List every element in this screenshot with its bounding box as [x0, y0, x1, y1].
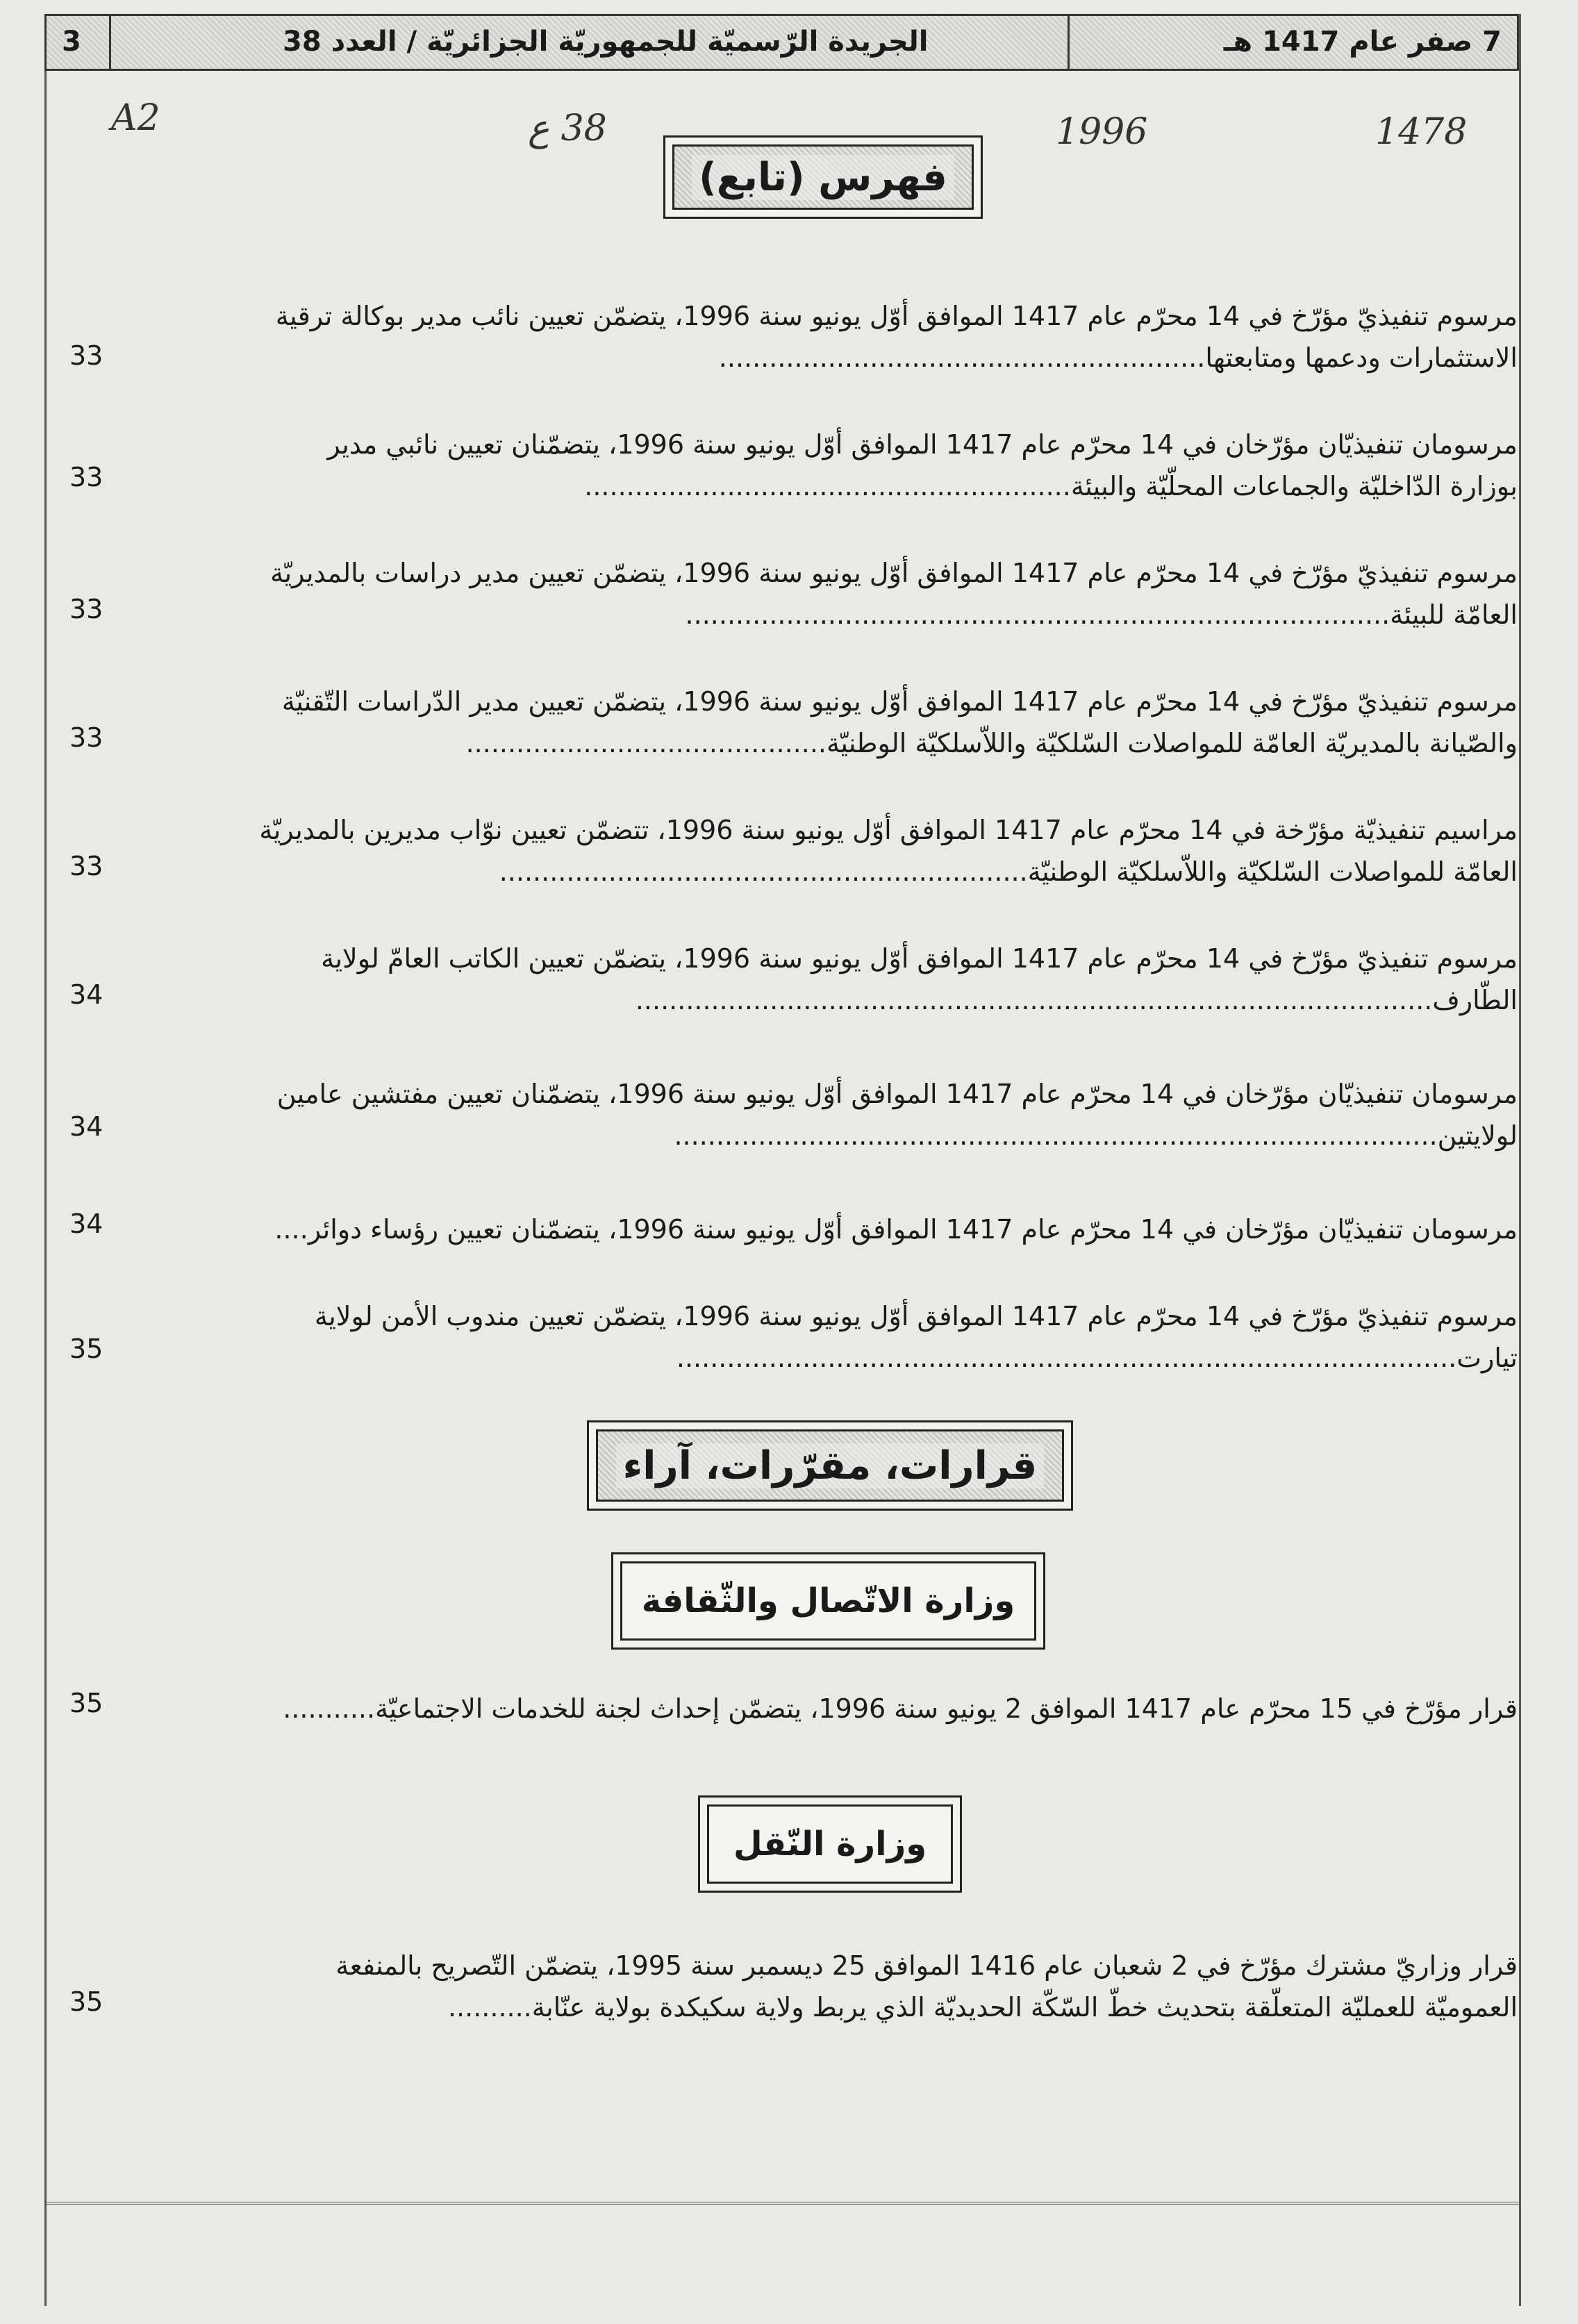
entry-text-line: مرسومان تنفيذيّان مؤرّخان في 14 محرّم عام 1417 الموافق أوّل يونيو سنة 1996، يتضمّنان تعيين رؤساء دوائر	[308, 1214, 1518, 1245]
index-entry[interactable]: قرار وزاريّ مشترك مؤرّخ في 2 شعبان عام 1416 الموافق 25 ديسمبر سنة 1995، يتضمّن التّصريح بالمنفعة العموميّة للعمليّة المتعلّقة بتحديث خطّ السّكّة الحديديّة الذي يربط ولاية سكيكدة بولاية عنّابة..........	[153, 1945, 1518, 2028]
entry-text-line: الطّارف	[1432, 985, 1518, 1015]
index-entry[interactable]: مراسيم تنفيذيّة مؤرّخة في 14 محرّم عام 1417 الموافق أوّل يونيو سنة 1996، تتضمّن تعيين نوّاب مديرين بالمديريّة العامّة للمواصلات السّلكيّة واللاّسلكيّة الوطنيّة...............................................................	[153, 809, 1518, 893]
ministry-transport-box	[698, 1795, 962, 1893]
ministry-communication-title: وزارة الاتّصال والثّقافة	[641, 1582, 1015, 1620]
ministry-communication-box	[611, 1552, 1045, 1650]
handwritten-note-a2: A2	[111, 97, 160, 139]
index-entry[interactable]: مرسومان تنفيذيّان مؤرّخان في 14 محرّم عام 1417 الموافق أوّل يونيو سنة 1996، يتضمّنان تعيين مفتشين عامين لولايتين...........................................................................................	[153, 1073, 1518, 1156]
entry-text-line: مرسوم تنفيذيّ مؤرّخ في 14 محرّم عام 1417 الموافق أوّل يونيو سنة 1996، يتضمّن تعيين نائب مدير بوكالة ترقية	[275, 301, 1518, 331]
entry-text-line: الاستثمارات ودعمها ومتابعتها	[1205, 342, 1518, 373]
header-page-number: 3	[62, 26, 81, 58]
entry-page-number: 34	[69, 979, 103, 1010]
index-entry[interactable]: مرسوم تنفيذيّ مؤرّخ في 14 محرّم عام 1417 الموافق أوّل يونيو سنة 1996، يتضمّن تعيين مدير الدّراسات التّقنيّة والصّيانة بالمديريّة العامّة للمواصلات السّلكيّة واللاّسلكيّة الوطنيّة...........................................	[153, 681, 1518, 764]
entry-page-number: 35	[69, 1334, 103, 1364]
header-title: الجريدة الرّسميّة للجمهوريّة الجزائريّة / العدد 38	[283, 26, 929, 58]
index-title-box	[663, 135, 983, 219]
index-title: فهرس (تابع)	[692, 155, 954, 200]
index-entry[interactable]: مرسوم تنفيذيّ مؤرّخ في 14 محرّم عام 1417 الموافق أوّل يونيو سنة 1996، يتضمّن تعيين مدير دراسات بالمديريّة العامّة للبيئة....................................................................................	[153, 552, 1518, 636]
index-entry[interactable]: مرسومان تنفيذيّان مؤرّخان في 14 محرّم عام 1417 الموافق أوّل يونيو سنة 1996، يتضمّنان تعيين نائبي مدير بوزارة الدّاخليّة والجماعات المحلّيّة والبيئة..........................................................	[153, 424, 1518, 507]
entry-text-line: تيارت	[1456, 1343, 1518, 1373]
handwritten-note-number: 1478	[1375, 111, 1468, 153]
entry-page-number: 35	[69, 1986, 103, 2017]
entry-text-line: والصّيانة بالمديريّة العامّة للمواصلات السّلكيّة واللاّسلكيّة الوطنيّة	[826, 728, 1518, 758]
index-entry[interactable]: قرار مؤرّخ في 15 محرّم عام 1417 الموافق 2 يونيو سنة 1996، يتضمّن إحداث لجنة للخدمات الاجتماعيّة...........	[283, 1693, 1518, 1724]
header-divider	[1068, 16, 1070, 69]
entry-page-number: 33	[69, 851, 103, 881]
entry-page-number: 33	[69, 340, 103, 371]
index-entry[interactable]: مرسوم تنفيذيّ مؤرّخ في 14 محرّم عام 1417 الموافق أوّل يونيو سنة 1996، يتضمّن تعيين نائب مدير بوكالة ترقية الاستثمارات ودعمها ومتابعتها..........................................................	[153, 295, 1518, 379]
ministry-transport-title: وزارة النّقل	[733, 1825, 927, 1864]
entry-text-line: العموميّة للعمليّة المتعلّقة بتحديث خطّ السّكّة الحديديّة الذي يربط ولاية سكيكدة بولاية عنّابة	[531, 1992, 1518, 2023]
entry-text-line: مرسومان تنفيذيّان مؤرّخان في 14 محرّم عام 1417 الموافق أوّل يونيو سنة 1996، يتضمّنان تعيين مفتشين عامين	[276, 1079, 1518, 1109]
handwritten-note-issue: 38 ع	[528, 108, 607, 149]
entry-text-line: مراسيم تنفيذيّة مؤرّخة في 14 محرّم عام 1417 الموافق أوّل يونيو سنة 1996، تتضمّن تعيين نوّاب مديرين بالمديريّة	[259, 815, 1518, 845]
entry-text-line: العامّة للبيئة	[1390, 599, 1518, 630]
entry-text-line: مرسوم تنفيذيّ مؤرّخ في 14 محرّم عام 1417 الموافق أوّل يونيو سنة 1996، يتضمّن تعيين مندوب الأمن لولاية	[314, 1301, 1518, 1331]
section-decisions-box	[587, 1420, 1073, 1511]
entry-page-number: 34	[69, 1111, 103, 1142]
entry-text-line: مرسوم تنفيذيّ مؤرّخ في 14 محرّم عام 1417 الموافق أوّل يونيو سنة 1996، يتضمّن تعيين مدير دراسات بالمديريّة	[270, 558, 1518, 588]
header-divider	[109, 16, 111, 69]
entry-page-number: 34	[69, 1209, 103, 1239]
entry-text-line: مرسوم تنفيذيّ مؤرّخ في 14 محرّم عام 1417 الموافق أوّل يونيو سنة 1996، يتضمّن تعيين الكاتب العامّ لولاية	[321, 943, 1518, 974]
index-entry[interactable]: مرسوم تنفيذيّ مؤرّخ في 14 محرّم عام 1417 الموافق أوّل يونيو سنة 1996، يتضمّن تعيين الكاتب العامّ لولاية الطّارف...............................................................................................	[153, 938, 1518, 1021]
header-date: 7 صفر عام 1417 هـ	[1223, 26, 1502, 58]
entry-page-number: 33	[69, 594, 103, 624]
index-entry[interactable]: مرسوم تنفيذيّ مؤرّخ في 14 محرّم عام 1417 الموافق أوّل يونيو سنة 1996، يتضمّن تعيين مندوب الأمن لولاية تيارت.............................................................................................	[153, 1295, 1518, 1379]
entry-page-number: 33	[69, 462, 103, 492]
entry-text-line: العامّة للمواصلات السّلكيّة واللاّسلكيّة الوطنيّة	[1027, 856, 1518, 887]
entry-text-line: مرسوم تنفيذيّ مؤرّخ في 14 محرّم عام 1417 الموافق أوّل يونيو سنة 1996، يتضمّن تعيين مدير الدّراسات التّقنيّة	[281, 686, 1518, 717]
bottom-rule	[44, 2202, 1519, 2205]
entry-page-number: 33	[69, 722, 103, 753]
entry-text-line: مرسومان تنفيذيّان مؤرّخان في 14 محرّم عام 1417 الموافق أوّل يونيو سنة 1996، يتضمّنان تعيين نائبي مدير	[327, 429, 1518, 460]
entry-text-line: بوزارة الدّاخليّة والجماعات المحلّيّة والبيئة	[1070, 471, 1518, 501]
entry-text-line: قرار وزاريّ مشترك مؤرّخ في 2 شعبان عام 1416 الموافق 25 ديسمبر سنة 1995، يتضمّن التّصريح بالمنفعة	[335, 1950, 1518, 1981]
index-entry[interactable]: مرسومان تنفيذيّان مؤرّخان في 14 محرّم عام 1417 الموافق أوّل يونيو سنة 1996، يتضمّنان تعيين رؤساء دوائر....	[274, 1214, 1518, 1245]
handwritten-note-year: 1996	[1056, 111, 1148, 153]
page-header	[44, 14, 1519, 71]
entry-page-number: 35	[69, 1688, 103, 1718]
section-decisions-title: قرارات، مقرّرات، آراء	[616, 1443, 1045, 1488]
entry-text-line: لولايتين	[1437, 1120, 1518, 1151]
entry-text-line: قرار مؤرّخ في 15 محرّم عام 1417 الموافق 2 يونيو سنة 1996، يتضمّن إحداث لجنة للخدمات الاجتماعيّة	[375, 1693, 1518, 1724]
